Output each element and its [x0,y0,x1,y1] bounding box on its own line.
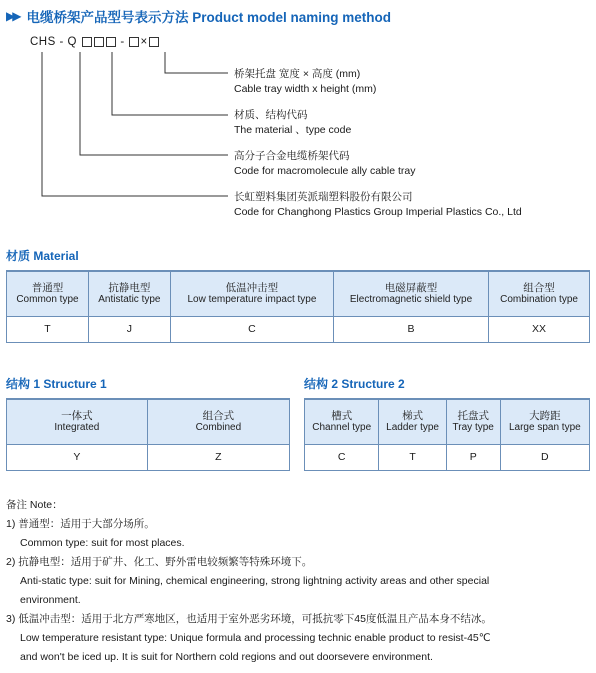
structure2-header: 槽式 Channel type [305,399,379,444]
note-line: environment. [20,594,81,606]
material-value: B [334,316,489,342]
double-arrow-icon: ▶▶ [6,9,19,23]
note-line: 3) 低温冲击型：适用于北方严寒地区，也适用于室外恶劣环境，可抵抗零下45度低温且产品本身不结冰。 [6,613,492,625]
note-line: Common type: suit for most places. [20,537,185,549]
structure2-value: C [305,444,379,470]
code-prefix: CHS [30,36,56,48]
structure2-header: 托盘式 Tray type [446,399,500,444]
label-cable-tray-code: 高分子合金电缆桥架代码 Code for macromolecule ally cable tray [234,150,416,177]
label-company-code: 长虹塑料集团英派瑞塑料股份有限公司 Code for Changhong Plastics Group Imperial Plastics Co., Ltd [234,191,522,218]
structure2-heading: 结构 2 Structure 2 [304,377,405,391]
material-value: T [7,316,89,342]
note-line: 2) 抗静电型：适用于矿井、化工、野外雷电较频繁等特殊环境下。 [6,556,313,568]
structure2-header: 大跨距 Large span type [500,399,589,444]
material-value: XX [489,316,590,342]
structure2-value: P [446,444,500,470]
code-times: × [140,36,148,48]
material-header: 抗静电型 Antistatic type [88,271,170,316]
material-heading: 材质 Material [6,249,79,263]
note-line: and won't be iced up. It is suit for Northern cold regions and out doorsevere environment. [20,651,433,663]
material-header: 组合型 Combination type [489,271,590,316]
material-header: 普通型 Common type [7,271,89,316]
structure1-value: Z [147,444,289,470]
note-line: Low temperature resistant type: Unique formula and processing technic enable product to resist-45℃ [20,632,491,644]
code-dash: - [120,36,125,48]
notes-heading: 备注 Note： [6,499,63,511]
structure1-header: 一体式 Integrated [7,399,148,444]
material-header: 低温冲击型 Low temperature impact type [170,271,333,316]
notes [6,496,492,667]
page-title: 电缆桥架产品型号表示方法 Product model naming method [26,10,391,25]
label-dimensions: 桥架托盘 宽度 × 高度 (mm) Cable tray width x height (mm) [234,68,377,95]
structure2-table [304,398,590,471]
material-value: J [88,316,170,342]
structure2-header: 梯式 Ladder type [379,399,446,444]
note-line: Anti-static type: suit for Mining, chemical engineering, strong lightning activity areas and other special [20,575,490,587]
note-line: 1) 普通型：适用于大部分场所。 [6,518,155,530]
material-table [6,270,590,343]
code-dash: - [59,36,64,48]
material-value: C [170,316,333,342]
structure2-value: D [500,444,589,470]
structure2-value: T [379,444,446,470]
structure1-heading: 结构 1 Structure 1 [6,377,107,391]
material-header: 电磁屏蔽型 Electromagnetic shield type [334,271,489,316]
structure1-table [6,398,290,471]
label-material-type: 材质、结构代码 The material 、type code [234,109,352,136]
structure1-value: Y [7,444,148,470]
structure1-header: 组合式 Combined [147,399,289,444]
code-q: Q [67,36,77,48]
